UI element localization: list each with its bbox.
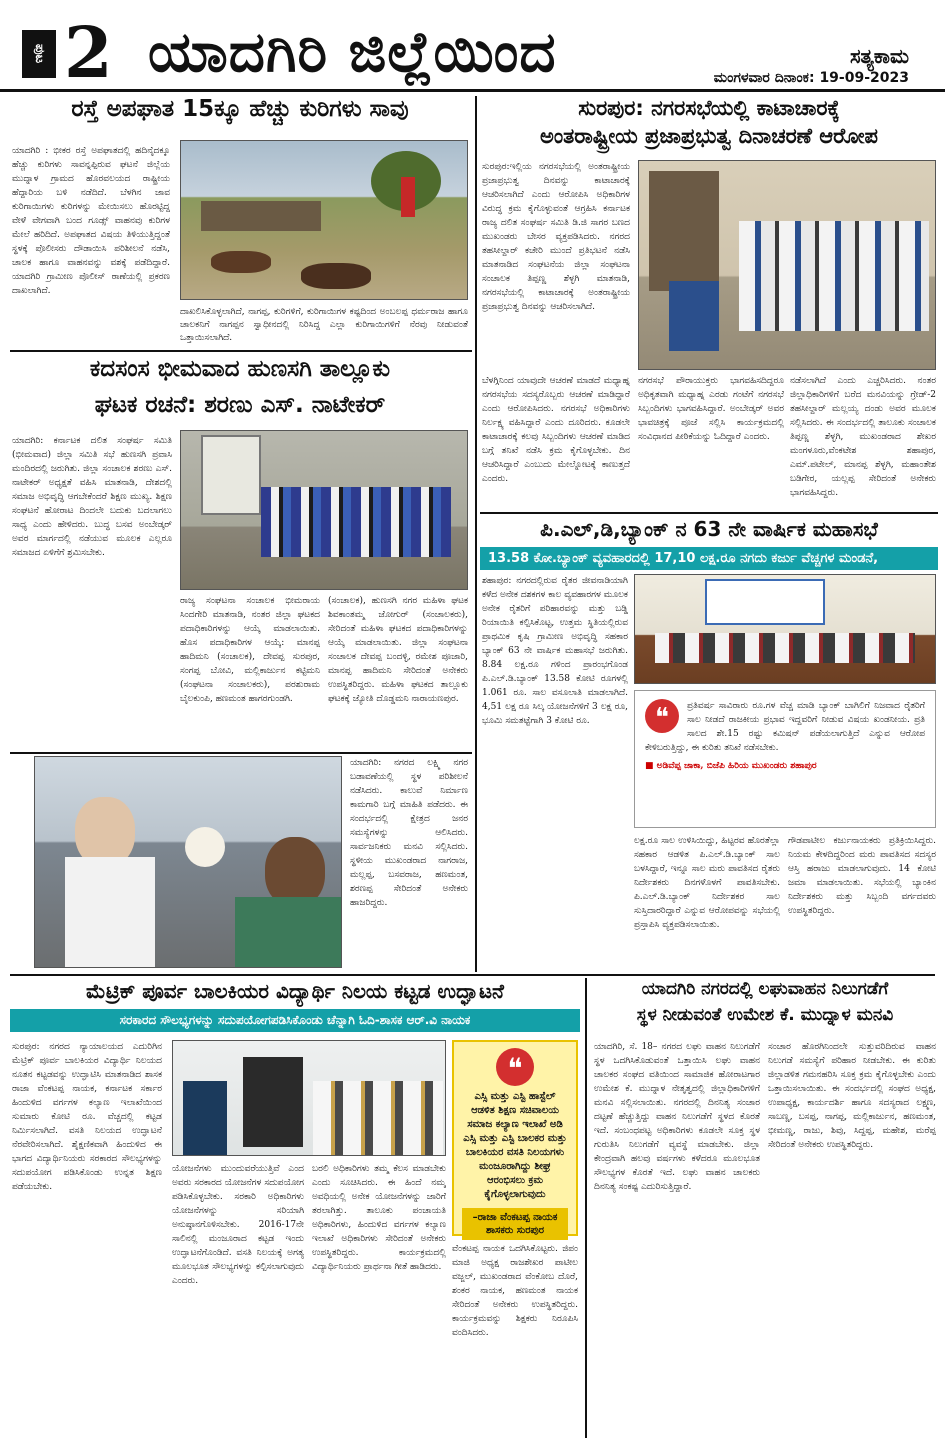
body-metric-4: ವೆಂಕಟಪ್ಪ ನಾಯಕ ಒದಗಿಸಿಕೊಟ್ಟರು. ಜಿಪಂ ಮಾಜಿ ಅಧ್ಯಕ್ಷ ರಾಜಶೇಖರ ಪಾಟೀಲ ವಜ್ಜಲ್, ಮುಖಂಡರಾದ ವೆಂಕೋಬ ದೊರೆ, ಶಂಕರ ನಾಯಕ, ಹಣಮಂತ ನಾಯಕ ಸೇರಿದಂತೆ ಅನೇಕರು ಉಪಸ್ಥಿತರಿದ್ದರು. ಕಾರ್ಯಕ್ರಮವನ್ನು ಶಿಕ್ಷಕರು ನಿರೂಪಿಸಿ ವಂದಿಸಿದರು. — [452, 1244, 578, 1338]
article-vehicle-parking — [592, 980, 938, 1440]
headline-kadasamsa-1: ಕದಸಂಸ ಭೀಮವಾದ ಹುಣಸಗಿ ತಾಲ್ಲೂಕು — [89, 356, 391, 382]
quote-metric-credit: –ರಾಜಾ ವೆಂಕಟಪ್ಪ ನಾಯಕ ಶಾಸಕರು ಸುರಪುರ — [462, 1208, 568, 1240]
quote-icon: ❝ — [645, 699, 679, 733]
body-sheep: ಯಾದಗಿರಿ : ಭೀಕರ ರಸ್ತೆ ಅಪಘಾತದಲ್ಲಿ ಹದಿನೈದಕ್ಕೂ ಹೆಚ್ಚು ಕುರಿಗಳು ಸಾವನ್ನಪ್ಪಿರುವ ಘಟನೆ ಜಿಲ್ಲೆಯ ಮುದ್ನಾಳ ಗ್ರಾಮದ ಹೊರವಲಯದ ರಾಷ್ಟ್ರೀಯ ಹೆದ್ದಾರಿಯ ಬಳಿ ನಡೆದಿದೆ. ಬೆಳಗಿನ ಜಾವ ಕುರಿಗಾಯಿಗಳು ಕುರಿಗಳನ್ನು ಮೇಯಿಸಲು ಹೊರಟ್ಟಿದ್ದ ವೇಳೆ ವೇಗವಾಗಿ ಬಂದ ಗೂಡ್ಸ್ ವಾಹನವು ಕುರಿಗಳ ಮೇಲೆ ಹರಿದಿದೆ. ಅಪಘಾತದ ವಿಷಯ ತಿಳಿಯುತ್ತಿದ್ದಂತೆ ಸ್ಥಳಕ್ಕೆ ಪೊಲೀಸರು ದೌಡಾಯಿಸಿ ಪರಿಶೀಲನೆ ನಡೆಸಿ, ಚಾಲಕ ಹಾಗೂ ವಾಹನವನ್ನು ವಶಕ್ಕೆ ಪಡೆದಿದ್ದಾರೆ. ಯಾದಗಿರಿ ಗ್ರಾಮೀಣ ಪೊಲೀಸ್ ಠಾಣೆಯಲ್ಲಿ ಪ್ರಕರಣ ದಾಖಲಾಗಿದೆ. — [12, 146, 170, 296]
headline-pld: ಪಿ.ಎಲ್,ಡಿ,ಬ್ಯಾಂಕ್ ನ 63 ನೇ ವಾರ್ಷಿಕ ಮಹಾಸಭೆ — [480, 512, 938, 541]
paper-date: ಮಂಗಳವಾರ ದಿನಾಂಕ: 19-09-2023 — [713, 70, 909, 86]
headline-parking-2: ಸ್ಥಳ ನೀಡುವಂತೆ ಉಮೇಶ ಕೆ. ಮುದ್ನಾಳ ಮನವಿ — [636, 1004, 894, 1025]
body-surapura-3: ನಡೆಸಲಾಗಿದೆ ಎಂದು ಎಚ್ಚರಿಸಿದರು. ನಂತರ ಜಿಲ್ಲಾಧಿಕಾರಿಗಳಿಗೆ ಬರೆದ ಮನವಿಯನ್ನು ಗ್ರೇಡ್-2 ತಹಸೀಲ್ದಾರ್ ಮಲ್ಲಯ್ಯ ದಂಡು ಅವರ ಮೂಲಕ ಸಲ್ಲಿಸಿದರು. ಈ ಸಂದರ್ಭದಲ್ಲಿ ತಾಲೂಕು ಸಂಚಾಲಕ ತಿಪ್ಪಣ್ಣ ಶೆಳ್ಳಗಿ, ಮುಖಂಡರಾದ ಶೇಖರ ಮಂಗಳೂರು,ವೆಂಕಟೇಶ ಶಹಾಪುರ, ಎಮ್.ಪಟೇಲ್, ಮಾನಪ್ಪ ಶೆಳ್ಳಗಿ, ಮಹಾಂತೇಶ ಬಡಿಗೇರ, ಯಲ್ಲಪ್ಪ ಸೇರಿದಂತೆ ಅನೇಕರು ಭಾಗವಹಿಸಿದ್ದರು. — [790, 376, 936, 498]
photo-mla-visit — [34, 756, 342, 968]
headline-parking-1: ಯಾದಗಿರಿ ನಗರದಲ್ಲಿ ಲಘುವಾಹನ ನಿಲುಗಡೆಗೆ — [641, 980, 889, 999]
article-kadasamsa — [10, 356, 470, 748]
photo-hostel-inauguration — [172, 1040, 446, 1156]
headline-surapura-1: ಸುರಪುರ: ನಗರಸಭೆಯಲ್ಲಿ ಕಾಟಾಚಾರಕ್ಕೆ — [578, 96, 840, 120]
photo-surapura-memorandum — [638, 160, 936, 370]
column-divider — [475, 508, 477, 972]
body-surapura-4: ನಗರಸಭೆ ಪೌರಾಯುಕ್ತರು ಭಾಗವಹಿಸದಿದ್ದರೂ ಅಧಿಕೃತವಾಗಿ ಮಧ್ಯಾಹ್ನ ಎರಡು ಗಂಟೆಗೆ ನಗರಸಭೆ ಸಿಬ್ಬಂದಿಗಳು ಭಾಗವಹಿಸಿದ್ದಾರೆ. ಅಂಬೇಡ್ಕರ್ ಅವರ ಭಾವಚಿತ್ರಕ್ಕೆ ಪೂಜೆ ಸಲ್ಲಿಸಿ ಕಾರ್ಯಕ್ರಮದಲ್ಲಿ ಸಂವಿಧಾನದ ಪೀಠಿಕೆಯನ್ನು ಓದಿದ್ದಾರೆ ಎಂದರು. — [638, 376, 784, 442]
body-kadasamsa-2: ರಾಜ್ಯ ಸಂಘಟನಾ ಸಂಚಾಲಕ ಭೀಮರಾಯ ಸಿಂದಗೇರಿ ಮಾತನಾಡಿ, ನಂತರ ಜಿಲ್ಲಾ ಘಟಕದ ಪದಾಧಿಕಾರಿಗಳನ್ನು ಆಯ್ಕೆ ಮಾಡಲಾಯಿತು. ಹೊಸ ಪದಾಧಿಕಾರಿಗಳ ಆಯ್ಕೆ: ಮಾನಪ್ಪ ಹಾದಿಮನಿ (ಸಂಚಾಲಕ), ದೇವಪ್ಪ ಸುರಪುರ, ಸಂಗಪ್ಪ ಬೋವಿ, ಮಲ್ಲಿಕಾರ್ಜುನ ಕಟ್ಟಿಮನಿ (ಸಂಘಟನಾ ಸಂಚಾಲಕರು), ಪರಶುರಾಮ ಬೈಲಕುಂಪಿ, ಹಣಮಂತ ಹಾಗರಗುಂಡಗಿ. — [180, 596, 320, 704]
body-parking-2: ಸಂಚಾರ ಹೊರಗಿನಿಂದಲೇ ಸುತ್ತುವರಿದಿರುವ ವಾಹನ ನಿಲುಗಡೆ ಸಮಸ್ಯೆಗೆ ಪರಿಹಾರ ನೀಡಬೇಕು. ಈ ಕುರಿತು ಜಿಲ್ಲಾಡಳಿತ ಗಮನಹರಿಸಿ ಸೂಕ್ತ ಕ್ರಮ ಕೈಗೊಳ್ಳಬೇಕು ಎಂದು ಒತ್ತಾಯಿಸಲಾಯಿತು. ಈ ಸಂದರ್ಭದಲ್ಲಿ ಸಂಘದ ಅಧ್ಯಕ್ಷ, ಉಪಾಧ್ಯಕ್ಷ, ಕಾರ್ಯದರ್ಶಿ ಹಾಗೂ ಸದಸ್ಯರಾದ ಲಕ್ಷ್ಮಣ, ಸಾಬಣ್ಣ, ಬಸಪ್ಪ, ನಾಗಪ್ಪ, ಮಲ್ಲಿಕಾರ್ಜುನ, ಹಣಮಂತ, ಭೀಮಣ್ಣ, ರಾಜು, ಶಿವು, ಸಿದ್ದಪ್ಪ, ಮಹೇಶ, ಮರೆಪ್ಪ ಸೇರಿದಂತೆ ಅನೇಕರು ಉಪಸ್ಥಿತರಿದ್ದರು. — [768, 1042, 936, 1150]
body-pld-2: ಲಕ್ಷ.ರೂ ಸಾಲ ಉಳಿಸಿಯಿದ್ದು, ಹಿಟ್ಟರವ ಹೊರತೆಲ್ಲಾ ಸಹಕಾರ ಆಡಳಿತ ಪಿ.ಎಲ್.ಡಿ.ಬ್ಯಾಂಕ್ ಸಾಲ ಬಳಸಿದ್ದಾರೆ, ಇನ್ನೂ ಸಾಲ ಮರು ಪಾವತಿಸದ ರೈತರು ನಿರ್ದೇಶಕರು ದಿನಗಳೊಳಗೆ ಪಾವತಿಸಬೇಕು. ಪಿ.ಎಲ್.ಡಿ.ಬ್ಯಾಂಕ್ ನಿರ್ದೇಶಕರ ಸಾಲ ಸುಸ್ತಿದಾರರಿದ್ದಾರೆ ಎನ್ನುವ ಆರೋಪವನ್ನು ಸಭೆಯಲ್ಲಿ ಪ್ರಸ್ತಾಪಿಸಿ ವ್ಯಕ್ತಪಡಿಸಲಾಯಿತು. — [634, 836, 780, 930]
masthead — [0, 0, 945, 92]
body-pld-1: ಶಹಾಪುರ: ನಗರದಲ್ಲಿರುವ ರೈತರ ಜೀವನಾಡಿಯಾಗಿ ಕಳೆದ ಅನೇಕ ದಶಕಗಳ ಕಾಲ ವ್ಯವಹಾರಗಳ ಮೂಲಕ ಅನೇಕ ರೈತರಿಗೆ ಪರಿಹಾರವನ್ನು ಮತ್ತು ಬಡ್ಡಿ ರಿಯಾಯಿತಿ ಕಲ್ಪಿಸಿಕೊಟ್ಟ, ಉತ್ತಮ ಸ್ಥಿತಿಯಲ್ಲಿರುವ ಪ್ರಾಥಮಿಕ ಕೃಷಿ ಗ್ರಾಮೀಣ ಅಭಿವೃದ್ಧಿ ಸಹಕಾರ ಬ್ಯಾಂಕ್ 63 ನೇ ವಾರ್ಷಿಕ ಮಹಾಸಭೆ ಜರುಗಿತು. 8.84 ಲಕ್ಷ.ರೂ ಗಳಿಂದ ಪ್ರಾರಂಭಗೊಂಡ ಪಿ.ಎಲ್.ಡಿ.ಬ್ಯಾಂಕ್ 13.58 ಕೋಟಿ ರೂಗಳಲ್ಲಿ 1.061 ರೂ. ಸಾಲ ವಸೂಲಾತಿ ಮಾಡಲಾಗಿದೆ. 4,51 ಲಕ್ಷ ರೂ ಸಿಲ್ಕ ಯೋಜನೆಗಳಿಗೆ 3 ಲಕ್ಷ ರೂ, ಭೂಮಿ ಸಮತಟ್ಟೆಗಾಗಿ 3 ಕೋಟಿ ರೂ. — [482, 576, 628, 726]
headline-sheep: ರಸ್ತೆ ಅಪಘಾತ 15ಕ್ಕೂ ಹೆಚ್ಚು ಕುರಿಗಳು ಸಾವು — [71, 96, 409, 122]
photo-dead-sheep — [180, 140, 468, 300]
column-divider — [585, 978, 587, 1438]
photo-pld-meeting — [634, 574, 936, 684]
section-divider — [10, 752, 472, 754]
section-divider — [10, 350, 472, 352]
photo-kadasamsa-group — [180, 430, 468, 590]
quote-metric-text: ಎಸ್ಸಿ ಮತ್ತು ಎಸ್ಟಿ ಹಾಸ್ಟೆಲ್ ಆಡಳಿತ ಶಿಕ್ಷಣ ಸಚಿವಾಲಯ ಸಮಾಜ ಕಲ್ಯಾಣ ಇಲಾಖೆ ಅಡಿ ಎಸ್ಸಿ ಮತ್ತು ಎಸ್ಟಿ ಬಾಲಕರ ಮತ್ತು ಬಾಲಕಿಯರ ವಸತಿ ನಿಲಯಗಳು ಮಂಜೂರಾಗಿದ್ದು ಶೀಘ್ರ ಆರಂಭಿಸಲು ಕ್ರಮ ಕೈಗೊಳ್ಳಲಾಗುವುದು — [463, 1091, 567, 1200]
section-divider — [10, 974, 935, 976]
quote-icon: ❝ — [496, 1048, 534, 1086]
body-metric-2: ಯೋಜನೆಗಳು ಮುಂದುವರೆಯುತ್ತಿವೆ ಎಂದ ಅವರು ಸರಕಾರದ ಯೋಜನೆಗಳ ಸದುಪಯೋಗ ಪಡಿಸಿಕೊಳ್ಳಬೇಕು. ಸರಕಾರಿ ಅಧಿಕಾರಿಗಳು ಯೋಜನೆಗಳನ್ನು ಸರಿಯಾಗಿ ಅನುಷ್ಠಾನಗೊಳಿಸಬೇಕು. 2016-17ನೇ ಸಾಲಿನಲ್ಲಿ ಮಂಜೂರಾದ ಕಟ್ಟಡ ಇಂದು ಉದ್ಘಾಟನೆಗೊಂಡಿದೆ. ವಸತಿ ನಿಲಯಕ್ಕೆ ಅಗತ್ಯ ಮೂಲಭೂತ ಸೌಲಭ್ಯಗಳನ್ನು ಕಲ್ಪಿಸಲಾಗುವುದು ಎಂದರು. — [172, 1164, 304, 1286]
body-parking-1: ಯಾದಗಿರಿ, ಸೆ. 18– ನಗರದ ಲಘು ವಾಹನ ನಿಲುಗಡೆಗೆ ಸ್ಥಳ ಒದಗಿಸಿಕೊಡುವಂತೆ ಒತ್ತಾಯಿಸಿ ಲಘು ವಾಹನ ಚಾಲಕರ ಸಂಘದ ವತಿಯಿಂದ ಸಾಮಾಜಿಕ ಹೋರಾಟಗಾರ ಉಮೇಶ ಕೆ. ಮುದ್ನಾಳ ನೇತೃತ್ವದಲ್ಲಿ ಜಿಲ್ಲಾಧಿಕಾರಿಗಳಿಗೆ ಮನವಿ ಸಲ್ಲಿಸಲಾಯಿತು. ನಗರದಲ್ಲಿ ದಿನನಿತ್ಯ ಸಂಚಾರ ದಟ್ಟಣೆ ಹೆಚ್ಚುತ್ತಿದ್ದು ವಾಹನ ನಿಲುಗಡೆಗೆ ಸ್ಥಳದ ಕೊರತೆ ಇದೆ. ಸಂಬಂಧಪಟ್ಟ ಅಧಿಕಾರಿಗಳು ಕೂಡಲೇ ಸೂಕ್ತ ಸ್ಥಳ ಗುರುತಿಸಿ ನಿಲುಗಡೆಗೆ ವ್ಯವಸ್ಥೆ ಮಾಡಬೇಕು. ಜಿಲ್ಲಾ ಕೇಂದ್ರವಾಗಿ ಹಲವು ವರ್ಷಗಳು ಕಳೆದರೂ ಮೂಲಭೂತ ಸೌಲಭ್ಯಗಳ ಕೊರತೆ ಇದೆ. ಲಘು ವಾಹನ ಚಾಲಕರು ದಿನನಿತ್ಯ ಸಂಕಷ್ಟ ಎದುರಿಸುತ್ತಿದ್ದಾರೆ. — [594, 1042, 760, 1192]
body-metric-3: ಬರಲಿ ಅಧಿಕಾರಿಗಳು ತಮ್ಮ ಕೆಲಸ ಮಾಡಬೇಕು ಎಂದು ಸೂಚಿಸಿದರು. ಈ ಹಿಂದೆ ನಮ್ಮ ಅವಧಿಯಲ್ಲಿ ಅನೇಕ ಯೋಜನೆಗಳನ್ನು ಜಾರಿಗೆ ತರಲಾಗಿತ್ತು. ತಾಲೂಕು ಪಂಚಾಯತಿ ಅಧಿಕಾರಿಗಳು, ಹಿಂದುಳಿದ ವರ್ಗಗಳ ಕಲ್ಯಾಣ ಇಲಾಖೆ ಅಧಿಕಾರಿಗಳು ಸೇರಿದಂತೆ ಅನೇಕರು ಉಪಸ್ಥಿತರಿದ್ದರು. ಕಾರ್ಯಕ್ರಮದಲ್ಲಿ ವಿದ್ಯಾರ್ಥಿನಿಯರು ಪ್ರಾರ್ಥನಾ ಗೀತೆ ಹಾಡಿದರು. — [312, 1164, 446, 1272]
body-pld-3: ಗೌಡಪಾಟೀಲ ಕರ್ಜುನಾಯಕರು ಪ್ರತಿಕ್ರಿಯಿಸಿದ್ದರು. ನಿಯಮ ಕೇಳದಿದ್ದರಿಂದ ಮರು ಪಾವತಿಸದ ಸದಸ್ಯರ ಆಸ್ತಿ ಹರಾಜು ಮಾಡಲಾಗುವುದು. 14 ಕೋಟಿ ಜಮಾ ಮಾಡಲಾಯಿತು. ಸಭೆಯಲ್ಲಿ ಬ್ಯಾಂಕಿನ ನಿರ್ದೇಶಕರು ಮತ್ತು ಸಿಬ್ಬಂದಿ ವರ್ಗದವರು ಉಪಸ್ಥಿತರಿದ್ದರು. — [788, 836, 936, 916]
quote-metric — [452, 1040, 578, 1236]
article-pld-bank — [480, 512, 938, 974]
headline-metric: ಮೆಟ್ರಿಕ್ ಪೂರ್ವ ಬಾಲಕಿಯರ ವಿದ್ಯಾರ್ಥಿ ನಿಲಯ ಕಟ್ಟಡ ಉದ್ಘಾಟನೆ — [86, 980, 504, 1003]
page-number: 2 — [64, 11, 113, 94]
body-photo-story: ಯಾದಗಿರಿ: ನಗರದ ಲಕ್ಷ್ಮಿ ನಗರ ಬಡಾವಣೆಯಲ್ಲಿ ಸ್ಥಳ ಪರಿಶೀಲನೆ ನಡೆಸಿದರು. ಕಾಲುವೆ ನಿರ್ಮಾಣ ಕಾಮಗಾರಿ ಬಗ್ಗೆ ಮಾಹಿತಿ ಪಡೆದರು. ಈ ಸಂದರ್ಭದಲ್ಲಿ ಕ್ಷೇತ್ರದ ಜನರ ಸಮಸ್ಯೆಗಳನ್ನು ಆಲಿಸಿದರು. ಸಾರ್ವಜನಿಕರು ಮನವಿ ಸಲ್ಲಿಸಿದರು. ಸ್ಥಳೀಯ ಮುಖಂಡರಾದ ನಾಗರಾಜ, ಮಲ್ಲಪ್ಪ, ಬಸವರಾಜ, ಹಣಮಂತ, ಶರಣಪ್ಪ ಸೇರಿದಂತೆ ಅನೇಕರು ಹಾಜರಿದ್ದರು. — [350, 758, 468, 908]
subhead-pld: 13.58 ಕೋ.ಬ್ಯಾಂಕ್ ವ್ಯವಹಾರದಲ್ಲಿ 17,10 ಲಕ್ಷ.ರೂ ನಗದು ಕರ್ಜು ವೆಚ್ಚಗಳ ಮಂಡನೆ, — [480, 547, 938, 570]
headline-kadasamsa-2: ಘಟಕ ರಚನೆ: ಶರಣು ಎಸ್. ನಾಟೇಕರ್ — [94, 392, 386, 419]
body-surapura-2: ಬೆಳಗ್ಗಿನಿಂದ ಯಾವುದೇ ಆಚರಣೆ ಮಾಡದೆ ಮಧ್ಯಾಹ್ನ ನಗರಸಭೆಯ ಸದಸ್ಯರೊಬ್ಬರು ಆಚರಣೆ ಮಾಡಿದ್ದಾರೆ ಎಂದು ಆರೋಪಿಸಿದರು. ನಗರಸಭೆ ಅಧಿಕಾರಿಗಳು ನಿರ್ಲಕ್ಷ್ಯ ವಹಿಸಿದ್ದಾರೆ ಎಂದು ದೂರಿದರು. ಕೂಡಲೇ ಕಾಟಾಚಾರಕ್ಕೆ ಕಲವು ಸಿಬ್ಬಂದಿಗಳು ಆಚರಣೆ ಮಾಡಿದ ಬಗ್ಗೆ ತನಿಖೆ ನಡೆಸಿ ಕ್ರಮ ಕೈಗೊಳ್ಳಬೇಕು. ದಿನ ಆಚರಿಸಿದ್ದಾರೆ ಎಂಬುದು ಮೇಲ್ನೋಟಕ್ಕೆ ಕಾಣುತ್ತದೆ ಎಂದರು. — [482, 376, 630, 484]
page-title: ಯಾದಗಿರಿ ಜಿಲ್ಲೆಯಿಂದ — [148, 20, 557, 85]
caption-sheep: ದಾಖಲಿಸಿಕೊಳ್ಳಲಾಗಿದೆ, ನಾಗಪ್ಪ, ಕುರಿಗಳಿಗೆ, ಕುರಿಗಾಯಿಗಳ ಕಷ್ಟದಿಂದ ಅಂಬಲಪ್ಪ ಧರ್ಮರಾಜ ಹಾಗೂ ಚಾಲಕನಿಗೆ ನಾಗಪ್ಪನ ಸ್ವಾಧೀನದಲ್ಲಿ ನಿರಿಸಿದ್ದ ಎಲ್ಲಾ ಕುರಿಗಾಯಿಗಳಿಗೆ ನೆರವು ನೀಡುವಂತೆ ಒತ್ತಾಯಿಸಲಾಗಿದೆ. — [180, 307, 468, 343]
page-label: ಪುಟ — [22, 30, 56, 78]
body-metric-1: ಸುರಪುರ: ನಗರದ ನ್ಯಾಯಾಲಯದ ಎದುರಿಗಿನ ಮೆಟ್ರಿಕ್ ಪೂರ್ವ ಬಾಲಕಿಯರ ವಿದ್ಯಾರ್ಥಿ ನಿಲಯದ ನೂತನ ಕಟ್ಟಡವನ್ನು ಉದ್ಘಾಟಿಸಿ ಮಾತನಾಡಿದ ಶಾಸಕ ರಾಜಾ ವೆಂಕಟಪ್ಪ ನಾಯಕ, ಕರ್ನಾಟಕ ಸರ್ಕಾರ ಹಿಂದುಳಿದ ವರ್ಗಗಳ ಕಲ್ಯಾಣ ಇಲಾಖೆಯಿಂದ ಸುಮಾರು ಕೋಟಿ ರೂ. ವೆಚ್ಚದಲ್ಲಿ ಕಟ್ಟಡ ನಿರ್ಮಿಸಲಾಗಿದೆ. ವಸತಿ ನಿಲಯದ ಉದ್ಘಾಟನೆ ನೆರವೇರಿಸಲಾಗಿದೆ. ಶೈಕ್ಷಣಿಕವಾಗಿ ಹಿಂದುಳಿದ ಈ ಭಾಗದ ವಿದ್ಯಾರ್ಥಿನಿಯರು ಸರಕಾರದ ಸೌಲಭ್ಯಗಳನ್ನು ಸದುಪಯೋಗ ಪಡಿಸಿಕೊಂಡು ಉನ್ನತ ಶಿಕ್ಷಣ ಪಡೆಯಬೇಕು. — [12, 1042, 162, 1192]
quote-credit-pld: ■ ಅಡಿವೆಪ್ಪ ಜಾಕಾ, ಬಿಜೆಪಿ ಹಿರಿಯ ಮುಖಂಡರು ಶಹಾಪುರ — [645, 761, 817, 771]
article-metric-hostel — [10, 980, 580, 1440]
paper-name: ಸತ್ಯಕಾಮ — [849, 44, 909, 68]
article-photo-story — [10, 756, 470, 970]
body-surapura-1: ಸುರಪುರ:ಇಲ್ಲಿಯ ನಗರಸಭೆಯಲ್ಲಿ ಅಂತರಾಷ್ಟ್ರೀಯ ಪ್ರಜಾಪ್ರಭುತ್ವ ದಿನವನ್ನು ಕಾಟಾಚಾರಕ್ಕೆ ಆಚರಿಸಲಾಗಿದೆ ಎಂದು ಆರೋಪಿಸಿ ಅಧಿಕಾರಿಗಳ ವಿರುದ್ಧ ಕ್ರಮ ಕೈಗೊಳ್ಳುವಂತೆ ಆಗ್ರಹಿಸಿ ಕರ್ನಾಟಕ ರಾಜ್ಯ ದಲಿತ ಸಂಘರ್ಷ ಸಮಿತಿ ಡಿ.ಜಿ ಸಾಗರ ಬಣದ ಮುಖಂಡರು ಬೇಸರ ವ್ಯಕ್ತಪಡಿಸಿದರು. ನಗರದ ತಹಸೀಲ್ದಾರ್ ಕಚೇರಿ ಮುಂದೆ ಪ್ರತಿಭಟನೆ ನಡೆಸಿ ಮಾತನಾಡಿದ ಸಂಘಟನೆಯ ಜಿಲ್ಲಾ ಸಂಘಟನಾ ಸಂಚಾಲಕ ತಿಪ್ಪಣ್ಣ ಶೆಳ್ಳಗಿ ಮಾತನಾಡಿ, ನಗರಸಭೆಯಲ್ಲಿ ಕಾಟಾಚಾರಕ್ಕೆ ಅಂತರಾಷ್ಟ್ರೀಯ ಪ್ರಜಾಪ್ರಭುತ್ವ ದಿನವನ್ನು ಆಚರಿಸಲಾಗಿದೆ. — [482, 162, 630, 312]
subhead-metric: ಸರಕಾರದ ಸೌಲಭ್ಯಗಳನ್ನು ಸದುಪಯೋಗಪಡಿಸಿಕೊಂಡು ಚೆನ್ನಾಗಿ ಓದಿ-ಶಾಸಕ ಆರ್.ವಿ ನಾಯಕ — [10, 1009, 580, 1032]
body-kadasamsa-1: ಯಾದಗಿರಿ: ಕರ್ನಾಟಕ ದಲಿತ ಸಂಘರ್ಷ ಸಮಿತಿ (ಭೀಮವಾದ) ಜಿಲ್ಲಾ ಸಮಿತಿ ಸಭೆ ಹುಣಸಗಿ ಪ್ರವಾಸಿ ಮಂದಿರದಲ್ಲಿ ಜರುಗಿತು. ಜಿಲ್ಲಾ ಸಂಚಾಲಕ ಶರಣು ಎಸ್. ನಾಟೇಕರ್ ಅಧ್ಯಕ್ಷತೆ ವಹಿಸಿ ಮಾತನಾಡಿ, ದೇಶದಲ್ಲಿ ಸಮಾಜ ಅಭಿವೃದ್ಧಿ ಆಗಬೇಕೆಂದರೆ ಶಿಕ್ಷಣ ಮುಖ್ಯ. ಶಿಕ್ಷಣ ಸಂಘಟನೆ ಹೋರಾಟ ದಿಂದಲೇ ಬದುಕು ಬದಲಾಗಲು ಸಾಧ್ಯ ಎಂದು ಹೇಳಿದರು. ಬುದ್ಧ ಬಸವ ಅಂಬೇಡ್ಕರ್ ಅವರ ಮಾರ್ಗದಲ್ಲಿ ನಡೆಯುವ ಮೂಲಕ ಎಲ್ಲರೂ ಸಮಾಜದ ಏಳಿಗೆಗೆ ಶ್ರಮಿಸಬೇಕು. — [12, 436, 172, 558]
body-kadasamsa-3: (ಸಂಚಾಲಕ), ಹುಣಸಗಿ ನಗರ ಮಹಿಳಾ ಘಟಕ ಶಿವಕಾಂತಮ್ಮ ಜೋಗುರ್ (ಸಂಚಾಲಕರು), ಸೇರಿದಂತೆ ಮಹಿಳಾ ಘಟಕದ ಪದಾಧಿಕಾರಿಗಳನ್ನು ಆಯ್ಕೆ ಮಾಡಲಾಯಿತು. ಜಿಲ್ಲಾ ಸಂಘಟನಾ ಸಂಚಾಲಕ ದೇವಪ್ಪ ಬಂದಳ್ಳಿ, ರಮೇಶ ಪೂಜಾರಿ, ಮಾನಪ್ಪ ಹಾದಿಮನಿ ಸೇರಿದಂತೆ ಅನೇಕರು ಉಪಸ್ಥಿತರಿದ್ದರು. ಮಹಿಳಾ ಘಟಕದ ತಾಲ್ಲೂಕು ಘಟಕಕ್ಕೆ ಜ್ಯೋತಿ ದೊಡ್ಡಮನಿ ನಾರಾಯಣಪುರ. — [328, 596, 468, 704]
quote-pld: ❝ ಪ್ರತಿವರ್ಷ ಸಾವಿರಾರು ರೂ.ಗಳ ವೆಚ್ಚ ಮಾಡಿ ಬ್ಯಾಂಕ್ ಬಾಗಿಲಿಗೆ ನಿಜವಾದ ರೈತರಿಗೆ ಸಾಲ ನೀಡದೆ ರಾಜಕೀಯ ಪ್ರಭಾವ ಇದ್ದವರಿಗೆ ನೀಡುವ ವಿಷಯ ಖಂಡನೀಯ. ಪ್ರತಿ ಸಾಲದ ಶೇ.15 ರಷ್ಟು ಕಮಿಷನ್ ಪಡೆಯಲಾಗುತ್ತಿದೆ ಎನ್ನುವ ಆರೋಪ ಕೇಳಿಬರುತ್ತಿದ್ದು, ಈ ಕುರಿತು ತನಿಖೆ ನಡೆಸಬೇಕು. ■ ಅಡಿವೆಪ್ಪ ಜಾಕಾ, ಬಿಜೆಪಿ ಹಿರಿಯ ಮುಖಂಡರು ಶಹಾಪುರ — [634, 690, 936, 828]
headline-surapura-2: ಅಂತರಾಷ್ಟ್ರೀಯ ಪ್ರಜಾಪ್ರಭುತ್ವ ದಿನಾಚರಣೆ ಆರೋಪ — [539, 124, 878, 149]
column-divider — [475, 96, 477, 508]
article-surapura-democracy — [480, 96, 938, 508]
article-sheep-accident — [10, 96, 470, 346]
